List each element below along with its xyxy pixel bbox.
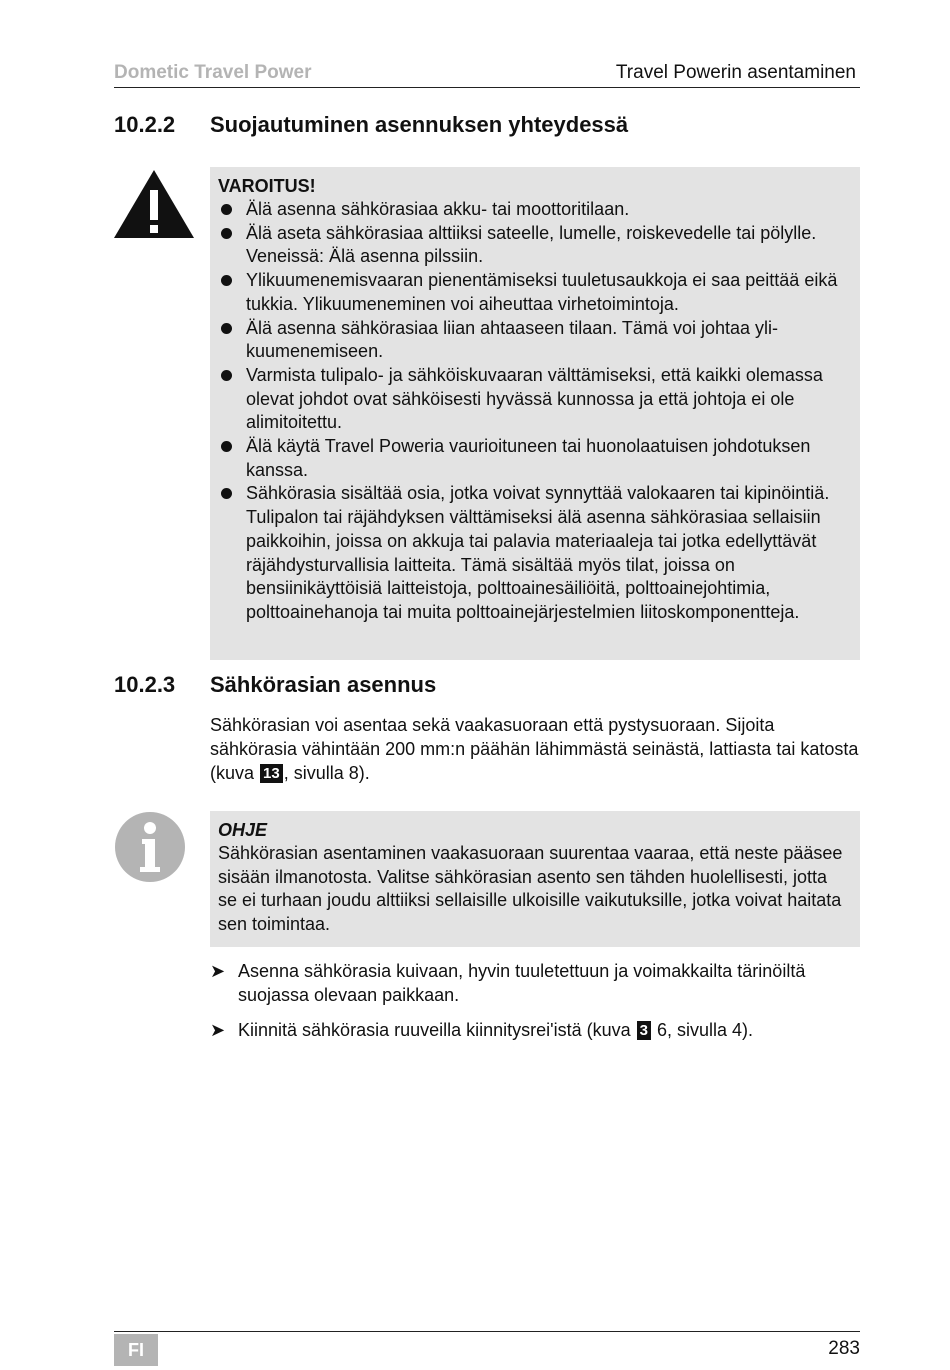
section-title: Suojautuminen asennuksen yhteydessä [210,112,629,137]
section-title: Sähkörasian asennus [210,672,437,697]
section-number: 10.2.3 [114,672,176,697]
note-title: OHJE [218,820,268,840]
info-circle-icon [114,811,186,883]
section-number: 10.2.2 [114,112,176,137]
installation-steps [210,959,850,1042]
step-arrow-icon: ➤ [210,1020,226,1040]
warning-item: Varmista tulipalo- ja sähköiskuvaaran välttämiseksi, että kaikki olemassa olevat johdot ovat sähköisesti hyvässä kunnossa ja että johtoja ei ole alimitoitettu. [218,364,850,435]
note-box [210,811,860,947]
warning-list [218,198,850,625]
warning-box [210,167,860,660]
warning-item: Älä asenna sähkörasiaa liian ahtaaseen tilaan. Tämä voi johtaa ylikuumenemiseen. [218,317,850,364]
section-heading-10-2-2 [114,112,860,140]
step-item [210,959,850,1007]
intro-text-end: , sivulla 8). [283,763,370,783]
figure-ref-badge: 13 [260,764,283,783]
intro-text: Sähkörasian voi asentaa sekä vaakasuoraan että pystysuoraan. Sijoita sähkörasia vähintään 200 mm:n päähän lähimmästä seinästä, lattiasta tai katosta (kuva [210,715,859,783]
note-text: Sähkörasian asentaminen vaakasuoraan suurentaa vaaraa, että neste pääsee sisään ilmanotosta. Valitse sähkörasian asento sen tähden huolellisesti, jotta se ei turhaan joudu alttiiksi sellaisille ulkoisille vaikutuksille, jotka voivat haitata sen toimintaa. [218,843,843,934]
language-tab: FI [114,1334,158,1366]
step-text-end: 6, sivulla 4). [651,1020,753,1040]
warning-item: Älä asenna sähkörasiaa akku- tai moottoritilaan. [218,198,850,222]
step-text: Asenna sähkörasia kuivaan, hyvin tuuletettuun ja voimakkailta tärinöiltä suojassa olevaan paikkaan. [238,961,806,1005]
step-text: Kiinnitä sähkörasia ruuveilla kiinnitysrei'istä (kuva [238,1020,636,1040]
running-section-title: Travel Powerin asentaminen [615,62,856,83]
warning-triangle-icon [112,168,196,240]
step-item [210,1018,850,1042]
page-number: 283 [828,1338,860,1359]
page-header [114,62,860,88]
warning-item: Sähkörasia sisältää osia, jotka voivat synnyttää valokaaren tai kipinöintiä. Tulipalon tai räjähdyksen välttämiseksi älä asenna sähkörasiaa sellaisiin paikkoihin, joissa on akkuja tai palavia materiaaleja tai jotka edellyttävät räjähdysturvallisia laitteita. Tämä sisältää myös tilat, joissa on bensiinikäyttöisiä laitteistoja, polttoainesäiliöitä, polttoainejohtimia, polttoainehanoja tai muita polttoainejärjestelmien liitoskomponentteja. [218,482,850,624]
warning-item: Älä käytä Travel Poweria vaurioituneen tai huonolaatuisen johdotuksen kanssa. [218,435,850,482]
section-heading-10-2-3 [114,672,860,700]
page-footer [114,1331,860,1368]
installation-intro [210,713,860,785]
brand-name: Dometic Travel Power [114,62,312,83]
step-arrow-icon: ➤ [210,961,226,981]
figure-ref-badge: 3 [637,1021,651,1040]
warning-title: VAROITUS! [218,176,316,196]
warning-item: Älä aseta sähkörasiaa alttiiksi sateelle, lumelle, roiskevedelle tai pölylle. Veneissä: Älä asenna pilssiin. [218,222,850,269]
warning-item: Ylikuumenemisvaaran pienentämiseksi tuuletusaukkoja ei saa peittää eikä tukkia. Ylikuumeneminen voi aiheuttaa virhetoimintoja. [218,269,850,316]
